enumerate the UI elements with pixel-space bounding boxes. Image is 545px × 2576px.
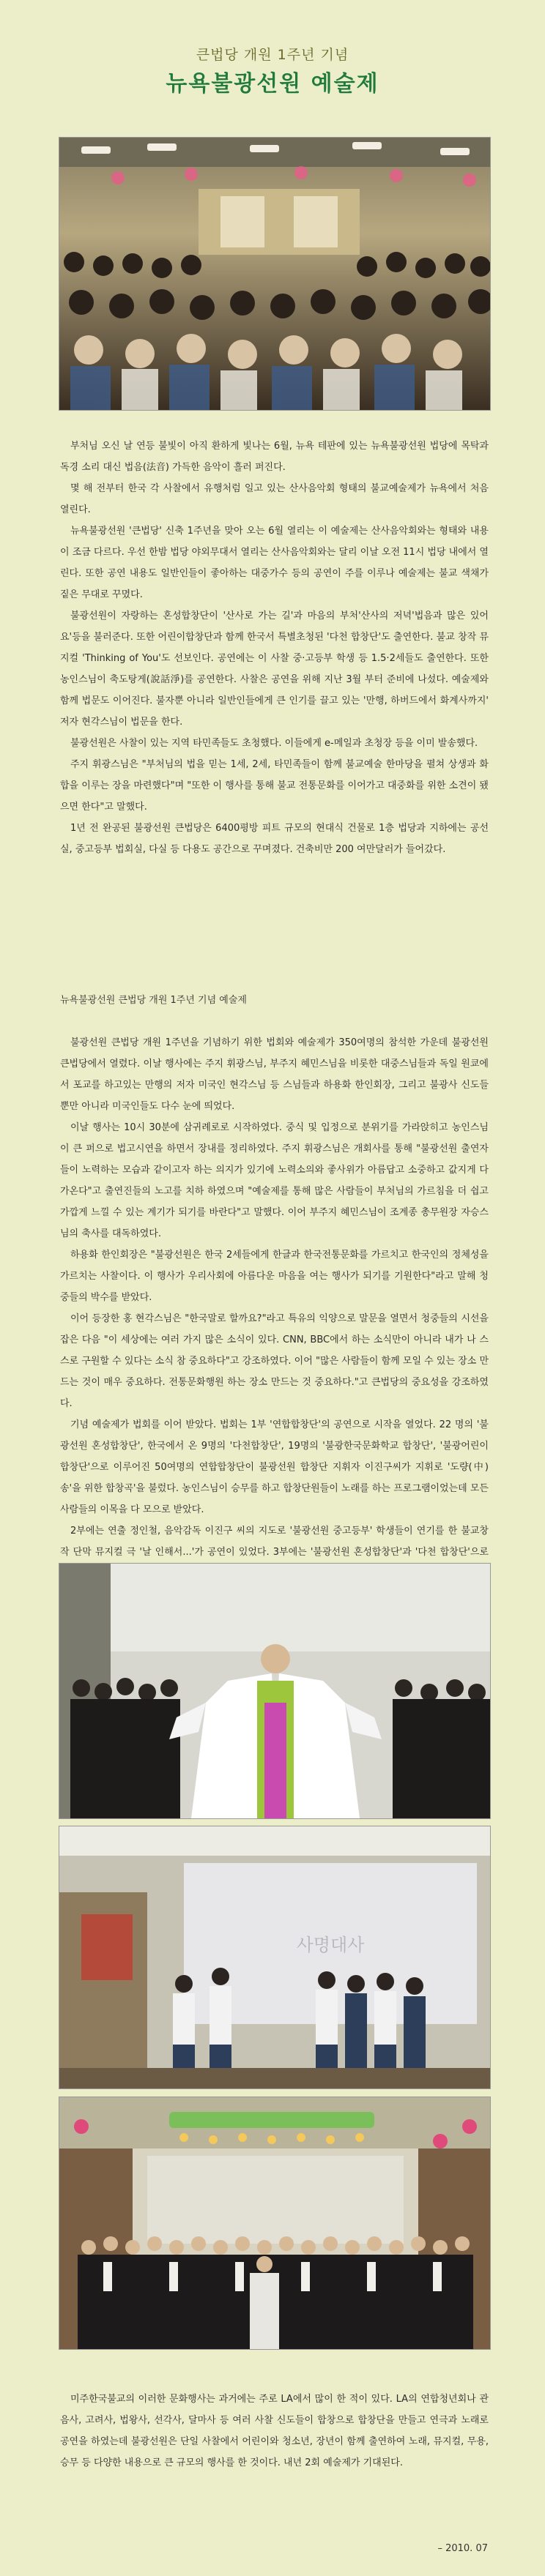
event-subtitle: 큰법당 개원 1주년 기념 xyxy=(196,47,349,63)
body-paragraph: 불광선원 큰법당 개원 1주년을 기념하기 위한 법회와 예술제가 350여명의 참석한 가운데 불광선원 큰법당에서 열렸다. 이날 행사에는 주지 휘광스님, 부주지 혜민스님을 비롯한 대중스님들과 독일 원쿄에서 포교를 하고있는 만행의 저자 미국인 현각스님 등 스님들과 하용화 한인회장, 그리고 불광사 신도들 뿐만 아니라 미국인들도 다수 눈에 띄었다. xyxy=(60,1037,489,1112)
intro-text xyxy=(60,436,489,860)
intro-paragraph: 불광선원은 사찰이 있는 지역 타민족들도 초청했다. 이들에게 e-메일과 초청장 등을 이미 발송했다. xyxy=(70,738,478,749)
section-heading: 뉴욕불광선원 큰법당 개원 1주년 기념 예술제 xyxy=(60,995,247,1006)
body-paragraph: 이어 등장한 홍 현각스님은 "한국말로 할까요?"라고 특유의 익양으로 말문을 열면서 청중들의 시선을 잡은 다음 "이 세상에는 여러 가지 많은 소식이 있다. CNN, BBC에서 하는 소식만이 아니라 내가 나 스스로 구원할 수 있다는 소식 참 중요하다"고 강조하였다. 이어 "많은 사람들이 함께 모일 수 있는 장소 만드는 것이 매우 중요하다. 전통문화행원 하는 장소 만드는 것 중요하다."고 큰법당의 중요성을 강조하였다. xyxy=(60,1313,489,1409)
article-title: 뉴욕불광선원 예술제 xyxy=(166,71,379,97)
body-paragraph: 2부에는 연출 정인철, 음악감독 이진구 씨의 지도로 '불광선원 중고등부' 학생들이 연기를 한 불교창작 단막 뮤지컬 극 '날 인해서...'가 공연이 있었다. 3부에는 '불광선원 혼성합창단'과 '다천 합창단'으로 xyxy=(60,1526,489,1558)
body-paragraph: 기념 예술제가 법회를 이어 받았다. 법회는 1부 '연합합창단'의 공연으로 시작을 열었다. 22 명의 '불광선원 혼성합창단', 한국에서 온 9명의 '다천합창단', 19명의 '불광한국문화학교 합창단', '불광어린이 합창단'으로 이루어진 50여명의 연합합창단이 불광선원 합창단 지휘자 이진구씨가 지휘로 '도량(中)송'을 위한 합창곡'을 불렀다. 농인스님이 승무를 하고 합창단원들이 노래를 하는 프로그램이었는데 모든 사람들의 이목을 다 모으로 받았다. xyxy=(60,1419,489,1515)
svg-text:사명대사: 사명대사 xyxy=(296,1935,365,1955)
musical-photo xyxy=(59,1826,491,2089)
intro-paragraph: 부처님 오신 날 연등 불빛이 아직 환하게 빛나는 6월, 뉴욕 테판에 있는 뉴욕불광선원 법당에 목탁과 독경 소리 대신 법음(法音) 가득한 음악이 흘러 퍼진다. xyxy=(60,441,489,473)
body-paragraph: 이날 행사는 10시 30분에 삼귀례로로 시작하였다. 중식 및 입정으로 분위기를 가라앉히고 농인스님이 큰 퍼으로 법고시연을 하면서 장내를 정리하였다. 주지 휘광스님은 개회사를 통해 "불광선원 출연자들이 노력하는 모습과 같이고자 하는 의지가 있기에 노력소의와 좋사위가 아름답고 소중하고 값지게 다가온다"고 출연진들의 노고를 치하 하였으며 "예술제를 통해 많은 사람들이 부처님의 가르침을 더 쉽고 가깝게 느낄 수 있는 계기가 되기를 바란다"고 말했다. 이어 부주지 혜민스님이 조계종 총무원장 자승스님의 축사를 대독하였다. xyxy=(60,1122,489,1239)
audience-photo xyxy=(59,137,491,411)
monk-dance-photo xyxy=(59,1563,491,1819)
intro-paragraph: 뉴욕불광선원 '큰법당' 신축 1주년을 맞아 오는 6월 열리는 이 예술제는 산사음악회와는 형태와 내용이 조금 다르다. 우선 한밤 법당 야외무대서 열리는 산사음악회와는 달리 이날 오전 11시 법당 내에서 열린다. 또한 공연 내용도 일반인들이 좋아하는 대중가수 등의 공연이 주를 이루나 예술제는 불교 색채가 짙은 무대로 꾸몄다. xyxy=(60,526,489,600)
intro-paragraph: 불광선원이 자랑하는 혼성합창단이 '산사로 가는 길'과 마음의 부처'산사의 저녁'법음과 많은 있어요'등을 불러준다. 또한 어린이합창단과 함께 한국서 특별초청된 '다천 합창단'도 출연한다. 불교 창작 뮤지컬 'Thinking of You'도 선보인다. 공연에는 이 사찰 중·고등부 학생 등 1.5·2세들도 출연한다. 또한 농인스님이 축도탕게(說話淨)를 공연한다. 사찰은 공연을 위해 지난 3월 부터 준비에 나섰다. 예술제와 함께 법문도 이어진다. 불자뿐 아니라 일반인들에게 큰 인기를 끌고 있는 '만행, 하버드에서 화계사까지' 저자 현각스님이 법문을 한다. xyxy=(60,611,489,728)
closing-paragraph: 미주한국불교의 이러한 문화행사는 과거에는 주로 LA에서 많이 한 적이 있다. LA의 연합청년회나 관음사, 고려사, 법왕사, 선각사, 달마사 등 여러 사찰 신도들이 합창으로 합창단을 만들고 연극과 노래로 공연을 하였는데 불광선원은 단일 사찰에서 어린이와 청소년, 장년이 함께 출연하여 노래, 뮤지컬, 무용, 승무 등 다양한 내용으로 큰 규모의 행사를 한 것이다. 내년 2회 예술제가 기대된다. xyxy=(60,2394,489,2468)
intro-paragraph: 주지 휘광스님은 "부처님의 법을 믿는 1세, 2세, 타민족들이 함께 불교예술 한마당을 펼쳐 상생과 화합을 이루는 장을 마련했다"며 "또한 이 행사를 통해 불교 전통문화를 이어가고 대중화를 위한 소견이 됐으면 한다"고 말했다. xyxy=(60,759,489,813)
closing-text xyxy=(60,2389,489,2474)
intro-paragraph: 1년 전 완공된 불광선원 큰법당은 6400평방 피트 규모의 현대식 건물로 1층 법당과 지하에는 공선실, 중고등부 법회실, 다실 등 다용도 공간으로 꾸며졌다. 건축비만 200 여만달러가 들어갔다. xyxy=(60,823,489,855)
body-text xyxy=(60,1032,489,1584)
choir-photo xyxy=(59,2097,491,2350)
article-date: – 2010. 07 xyxy=(437,2543,488,2554)
intro-paragraph: 몇 해 전부터 한국 각 사찰에서 유행처럼 일고 있는 산사음악회 형태의 불교예술제가 뉴욕에서 처음 열린다. xyxy=(60,483,489,515)
body-paragraph: 하용화 한인회장은 "불광선원은 한국 2세들에게 한글과 한국전통문화를 가르치고 한국인의 정체성을 가르치는 사찰이다. 이 행사가 우리사회에 아름다운 마음을 여는 행사가 되기를 기원한다"라고 말해 청중들의 박수를 받았다. xyxy=(60,1250,489,1303)
